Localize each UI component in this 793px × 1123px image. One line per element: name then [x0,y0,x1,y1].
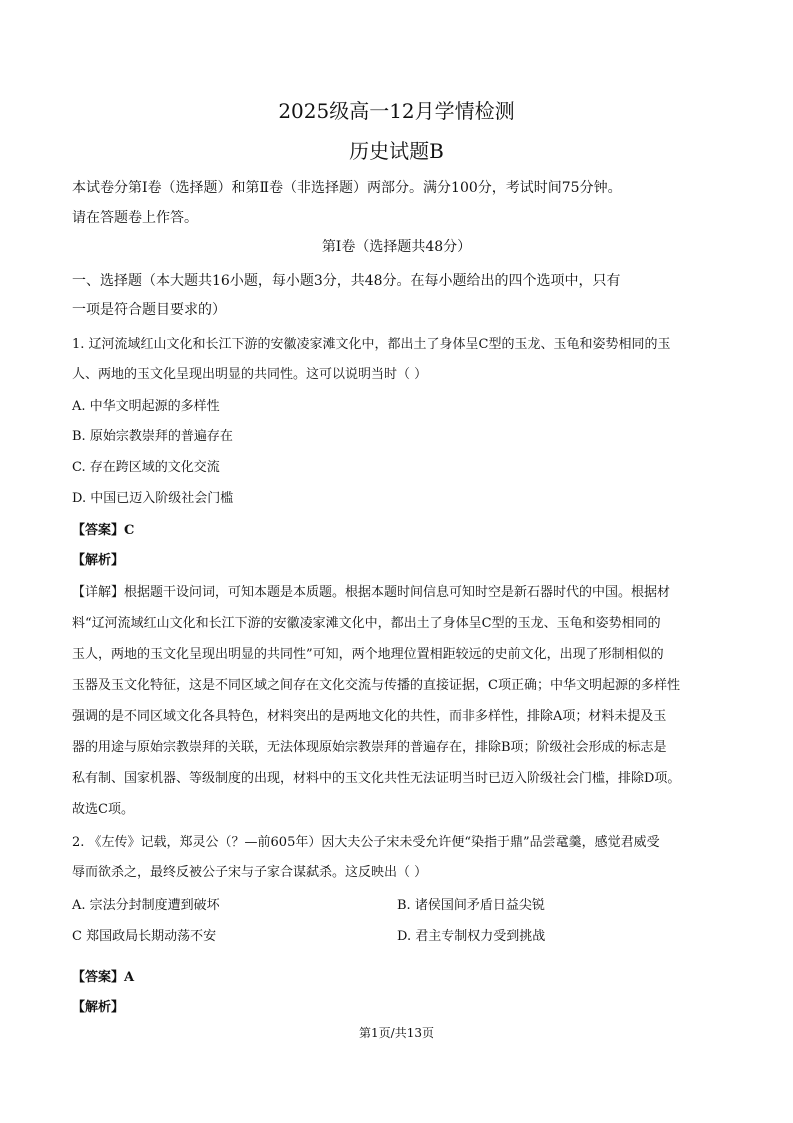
q2-stem-line-2: 辱而欲杀之，最终反被公子宋与子家合谋弑杀。这反映出（ ） [72,865,428,880]
q1-detail-line-6: 器的用途与原始宗教崇拜的关联，无法体现原始宗教崇拜的普遍存在，排除B项；阶级社会形成的标志是 [72,740,667,755]
intro-line-2: 请在答题卷上作答。 [72,210,198,226]
exam-subtitle: 历史试题B [349,139,444,163]
q1-detail-line-7: 私有制、国家机器、等级制度的出现，材料中的玉文化共性无法证明当时已迈入阶级社会门槛，排除D项。 [72,771,681,786]
q2-answer: 【答案】A [72,970,135,985]
q1-detail-line-1: 【详解】根据题干设问词，可知本题是本质题。根据本题时间信息可知时空是新石器时代的中国。根据材 [72,585,671,600]
q1-detail-line-4: 玉器及玉文化特征，这是不同区域之间存在文化交流与传播的直接证据，C项正确；中华文明起源的多样性 [72,678,680,693]
q2-option-b: B. 诸侯国间矛盾日益尖锐 [397,898,545,913]
q1-stem-line-2: 人、两地的玉文化呈现出明显的共同性。这可以说明当时（ ） [72,367,428,382]
q2-stem-line-1: 2. 《左传》记载，郑灵公（？—前605年）因大夫公子宋未受允许便“染指于鼎”品尝鼋羹，感觉君威受 [72,835,660,850]
q1-stem-line-1: 1. 辽河流域红山文化和长江下游的安徽凌家滩文化中，都出土了身体呈C型的玉龙、玉龟和姿势相同的玉 [72,337,671,352]
q1-answer: 【答案】C [72,523,135,538]
intro-line-1: 本试卷分第Ⅰ卷（选择题）和第Ⅱ卷（非选择题）两部分。满分100分，考试时间75分钟。 [72,180,622,196]
section-instruction-1: 一、选择题（本大题共16小题，每小题3分，共48分。在每小题给出的四个选项中，只有 [72,273,621,289]
q1-detail-line-8: 故选C项。 [72,802,134,817]
exam-title: 2025级高一12月学情检测 [278,99,515,123]
section-instruction-2: 一项是符合题目要求的） [72,302,226,318]
q1-analysis-head: 【解析】 [72,553,125,568]
section-title: 第Ⅰ卷（选择题共48分） [321,239,472,255]
q2-analysis-head: 【解析】 [72,1000,125,1015]
q1-option-a: A. 中华文明起源的多样性 [72,399,220,414]
q1-detail-line-3: 玉人，两地的玉文化呈现出明显的共同性”可知，两个地理位置相距较远的史前文化，出现了形制相似的 [72,647,664,662]
q1-option-b: B. 原始宗教崇拜的普遍存在 [72,429,233,444]
q1-detail-line-2: 料“辽河流域红山文化和长江下游的安徽凌家滩文化中，都出土了身体呈C型的玉龙、玉龟和姿势相同的 [72,616,661,631]
page-footer: 第1页/共13页 [359,1026,434,1040]
q1-detail-line-5: 强调的是不同区域文化各具特色，材料突出的是两地文化的共性，而非多样性，排除A项；材料未提及玉 [72,709,667,724]
q2-option-c: C 郑国政局长期动荡不安 [72,929,217,944]
q2-option-d: D. 君主专制权力受到挑战 [397,929,546,944]
q2-option-a: A. 宗法分封制度遭到破坏 [72,898,220,913]
q1-option-c: C. 存在跨区域的文化交流 [72,460,220,475]
q1-option-d: D. 中国已迈入阶级社会门槛 [72,491,234,506]
